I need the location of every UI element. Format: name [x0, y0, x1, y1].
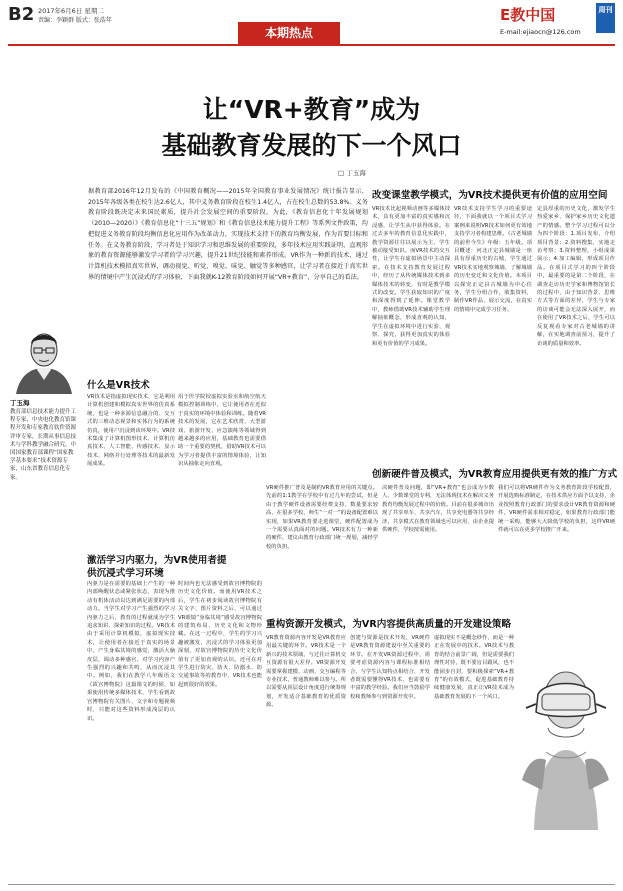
section-heading-4: 创新硬件普及模式，为VR教育应用提供更有效的推广方式	[372, 469, 618, 480]
s5-column-2: 创建与资源是技术开发，VR硬件是VR教育资源建设中至关重要的环节。在开发VR资源过程中，需要考虑资源内容与课程标准相结合，与学生认知特点相结合，开发者既需要懂得VR技术，也需要有丰富的教学经验。我们应当鼓励学校和教师参与到资源开发中。	[350, 635, 430, 700]
section-heading-5: 重构资源开发模式，为VR内容提供高质量的开发建设策略	[266, 619, 512, 630]
s4-column-3: 我们可以将VR硬件作为义务教育阶段学校配置，开展选购标准制定，在技术供应方面予以支持，企业按照教育行政部门的要求设计VR教育资源和硬件，VR硬件需求相对稳定，如果教育行政部门能统一采购，能够大大降低学校的负担，这样VR硬件就可以在更多学校推广开来。	[498, 485, 615, 534]
section-heading-3b: 供沉浸式学习环境	[87, 568, 164, 579]
page-number: B2	[8, 4, 35, 25]
logo-weekly-tag: 周刊	[596, 3, 615, 33]
author-name: 丁玉海	[10, 399, 30, 407]
s2-column-1: VR技术是指虚拟现实技术，它是利用计算机创建和模拟真实世界的仿真系统，也是一种多源信息融合的、交互式的三维动态视景和实体行为的系统仿真，使用户沉浸到该环境中。VR技术集成了计算机图形技术、计算机仿真技术、人工智能、传感技术、显示技术、网络并行处理等技术的最新发展成果。	[87, 394, 175, 468]
issue-date: 2017年6月6日 星期二	[38, 7, 104, 15]
section-banner: 本期热点	[238, 22, 340, 44]
vr-headset-illustration	[516, 660, 615, 830]
contact-email: E-mail:ejiaocn@126.com	[500, 28, 581, 36]
byline: □ 丁玉海	[338, 169, 366, 177]
section-heading-3a: 激活学习内驱力，为VR使用者提	[87, 555, 227, 566]
logo: E教中国	[500, 6, 556, 24]
author-portrait	[10, 318, 78, 394]
section-heading-1: 改变课堂教学模式，为VR技术提供更有价值的应用空间	[372, 190, 608, 201]
s3-column-2: 时间内也无法感受到故宫博物院的历史文化价值。而使用VR技术之后，学生在初步阅读故宫博物院有关文字、图片资料之后，可以通过VR眼镜“身临其境”感受故宫博物院的建筑布局、历史文化和文物珍藏。在这一过程中，学生的学习兴趣被激发，沉浸式的学习体验更加深刻，对故宫博物院的历史文化价值有了更加直观的认识。还可在对学生进行防灾、防火、防溺水、防交通事故等的教育中，VR技术也能起到很好的效果。	[178, 581, 262, 688]
s3-column-1: 内驱力是在需要的基础上产生的一种内部唤醒状态或紧张状态，表现为推动有机体活动以达到满足需要的内部动力。当学生对学习产生强烈的学习内驱力之后，教育的过程就成为学生追求知识、探索知识的过程。VR技术由于采用计算机模拟，虚拟现实技术，让使用者在接近于真实的场景中，产生身临其境的感觉，激活大脑皮层，调动多种感官，对学习内容产生强烈的兴趣和共鸣，从而沉浸其中。例如，我们在教学八年级语文《故宫博物院》这篇课文的时候，如果使用传统多媒体技术，学生看到故宫博物院有关图片、文字和专题视频时，只能对这些资料形成浅层的认识。	[87, 581, 175, 722]
headline-line-2: 基础教育发展的下一个风口	[161, 131, 462, 160]
footer-rule	[8, 884, 615, 885]
headline-line-1: 让“VR+教育”成为	[202, 95, 421, 124]
s4-column-2: 决硬件普及问题，即“VR+教育”也会成为少数人、少数课堂的专利，无法体现技术在解决义务教育均衡发展过程中的价值。目前在很多城市出现了共享单车、共享汽车，共享充电器等共享经济，共享模式在教育领域也可以应用，由企业提供硬件，学校按需使用。	[382, 485, 494, 534]
lead-paragraph: 据教育部2016年12月发布的《中国教育概况——2015年全国教育事业发展情况》统计报告显示，2015年各级各类在校生达2.6亿人，其中义务教育阶段在校生1.4亿人，占在校生总数的53.8%。义务教育阶段既决定未来国民素质，提升社会发展空间的重要阶段，为此，《教育信息化十年发展规划（2010—2020）》《教育信息化“十三五”规划》和《教育信息技术能力提升工程》等系列文件政策，均把促进义务教育阶段均衡信息化应用作为改革动力，实现技术支持下的教育均衡发展，作为首要目标和任务。在义务教育阶段，学习者处于知识学习和思维发展的重要阶段，多年技术应用实践证明，直观形象的教育资源能够激发学习者的学习兴趣，提升21世纪技能和素养形成。VR作为一种新的技术，通过计算机技术模拟真实世界，调动视觉、听觉、嗅觉、味觉、触觉等多种感官，让学习者在接近于真实世界的情境中产生沉浸式的学习体验，下面我就K-12教育阶段如何开展“VR+教育”，分享自己的看法。	[88, 188, 368, 281]
section-heading-2: 什么是VR技术	[87, 380, 150, 391]
s1-column-3: 定县厚重的历史文化，激发学生热爱家乡、保护家乡历史文化遗产的情感。整个学习过程可以分为四个阶段：1.项目发布，介绍项目背景；2.资料搜集，实地走访考察；3.资料整理，小组成果展示；4.加工编辑，形成项目作品。在项目式学习的四个阶段中，最重要的是第二个阶段，在调查走访历史学家和博物馆馆长的过程中，由于知识背景、思维方式等方面的差异，学生与专家的访谈可能会无法深入展开，而在使用了VR技术之后，学生可以反复观看专家对古老城墙的讲解，在实地调查前预习，提升了访谈的质量和效率。	[537, 206, 615, 347]
s4-column-1: VR硬件推广普及是制约VR教育应用的关键点。先前的1:1教学在学校中有过几年的尝试，但是由于教学硬件设备需要经费支持、数量要求较高，在很多学校，师生“一对一”的设备配置难以实现，如果VR教育要走进课堂，硬件配置成为一个需要认真面对的问题。VR技术有力一种新的硬件，建议由教育行政部门统一规划，减轻学校的负担。	[266, 485, 378, 550]
s5-column-3: 虚拟现实不是概念炒作，而是一种正在发展中的技术。VR技术与教育的结合前景广阔，但是需要我们理性对待，既不要盲目跟风，也不能固步自封，要积极探索“VR+教育”的有效模式，促进基础教育持续健康发展，真正让VR技术成为基础教育发展的下一个风口。	[434, 635, 514, 700]
s5-column-1: VR教育资源内容开发是VR教育应用最关键的环节。VR技术是一个新兴的技术领域，与过往计算机交互资源有很大差异。VR资源开发需要掌握建模、动画、交互编程等专业技术，普通教师难以参与。所以需要从顶层设计角度进行统筹规划，开发适合基础教育的优质资源。	[266, 635, 346, 709]
author-bio: 教育部信息技术能力提升工程专家，中央电化教育馆课程开发和专家教育软件资源评审专家，长期从事信息技术与学科教学融合研究，中国国家教育部课程“国家教学基本要求”技术资源专家，山东省教育信息化专家。	[10, 409, 77, 481]
editors-line: 责编：李颖群 版式：张浩年	[38, 17, 112, 24]
s2-column-2: 用于医学院校虚拟实验室和航空航天模拟控制训练中，它让使用者在近似于真实的环境中体验和训练。随着VR技术的发展，它在艺术欣赏、大型游戏、旅游开发、应急演练等领域得到越来越多的应用，基础教育也需要借助一个重要的契机，借助VR技术可以为学习者提供丰富的情境体验，让知识从抽象走向直观。	[178, 394, 266, 468]
header-rule	[8, 44, 615, 46]
s1-column-2: VR技术支持学生学习的重要途径，下面我就以一个项目式学习案例来说明VR技术如何更有效地支持学习者构建思维。《古老城墙的前世今生》年级：五年级。项目概述：河北正定县城墙是一座具有厚重历史的古城，学生通过VR技术实地观察城墙，了解城墙的历史变迁和文化价值。本项目以探究正定县古城墙为中心任务，学生分组合作，收集资料，制作VR作品，展示交流，在真实的情境中完成学习任务。	[454, 206, 532, 313]
s1-column-1: VR技术比起视频动画等多媒体技术，具有更加丰富的真实感和沉浸感，让学生从中获得体验。在过去多年的教育信息化实践中，教学资源往往以展示为主，学生被动接受知识。而VR技术的交互性，让学生在虚拟场景中主动探索。在技术支持教育发展过程中，经历了从传统媒体技术到多媒体技术的转变，有时是教学模式的改变。学生获取知识的广度和深度得到了延伸。课堂教学中，教师借助VR技术辅助学生理解抽象概念，形成直观的认知，学生在虚拟环境中进行实验、观察、探究，获得更加真实的体验和更有价值的学习成果。	[372, 206, 450, 347]
